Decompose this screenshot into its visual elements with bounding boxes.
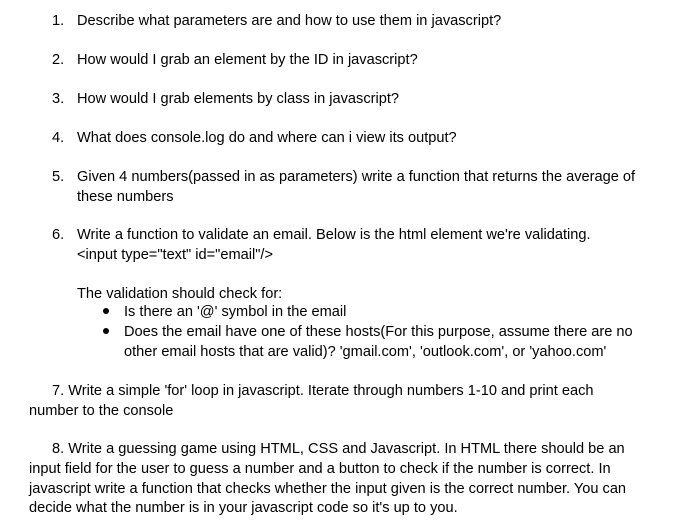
item-number-2: 2. — [52, 52, 65, 68]
item-8-line-2: input field for the user to guess a number and a button to check if the number is correct. In — [29, 461, 611, 477]
item-text-2: How would I grab an element by the ID in javascript? — [77, 52, 418, 68]
item-text-6-html-snippet: <input type="text" id="email"/> — [77, 247, 273, 263]
item-8-line-1: 8. Write a guessing game using HTML, CSS and Javascript. In HTML there should be an — [52, 441, 625, 457]
bullet-dot-2 — [103, 328, 109, 334]
item-text-5-line-2: these numbers — [77, 189, 174, 205]
bullet-dot-1 — [103, 308, 109, 314]
item-number-5: 5. — [52, 169, 65, 185]
item-text-6-line-1: Write a function to validate an email. Below is the html element we're validating. — [77, 227, 591, 243]
item-text-1: Describe what parameters are and how to use them in javascript? — [77, 13, 502, 29]
item-8-line-3: javascript write a function that checks whether the input given is the correct number. You can — [29, 481, 627, 497]
item-number-4: 4. — [52, 130, 65, 146]
item-number-6: 6. — [52, 227, 65, 243]
validation-bullet-1: Is there an '@' symbol in the email — [124, 304, 347, 320]
validation-intro: The validation should check for: — [77, 286, 283, 302]
item-8-line-4: decide what the number is in your javascript code so it's up to you. — [29, 500, 458, 516]
item-number-3: 3. — [52, 91, 65, 107]
item-text-5-line-1: Given 4 numbers(passed in as parameters) write a function that returns the average of — [77, 169, 636, 185]
item-7-line-1: 7. Write a simple 'for' loop in javascript. Iterate through numbers 1-10 and print each — [52, 383, 594, 399]
item-text-3: How would I grab elements by class in javascript? — [77, 91, 400, 107]
item-number-1: 1. — [52, 13, 65, 29]
item-7-line-2: number to the console — [29, 403, 174, 419]
validation-bullet-2-line-2: other email hosts that are valid)? 'gmail.com', 'outlook.com', or 'yahoo.com' — [124, 344, 607, 360]
item-text-4: What does console.log do and where can i view its output? — [77, 130, 457, 146]
validation-bullet-2-line-1: Does the email have one of these hosts(For this purpose, assume there are no — [124, 324, 633, 340]
